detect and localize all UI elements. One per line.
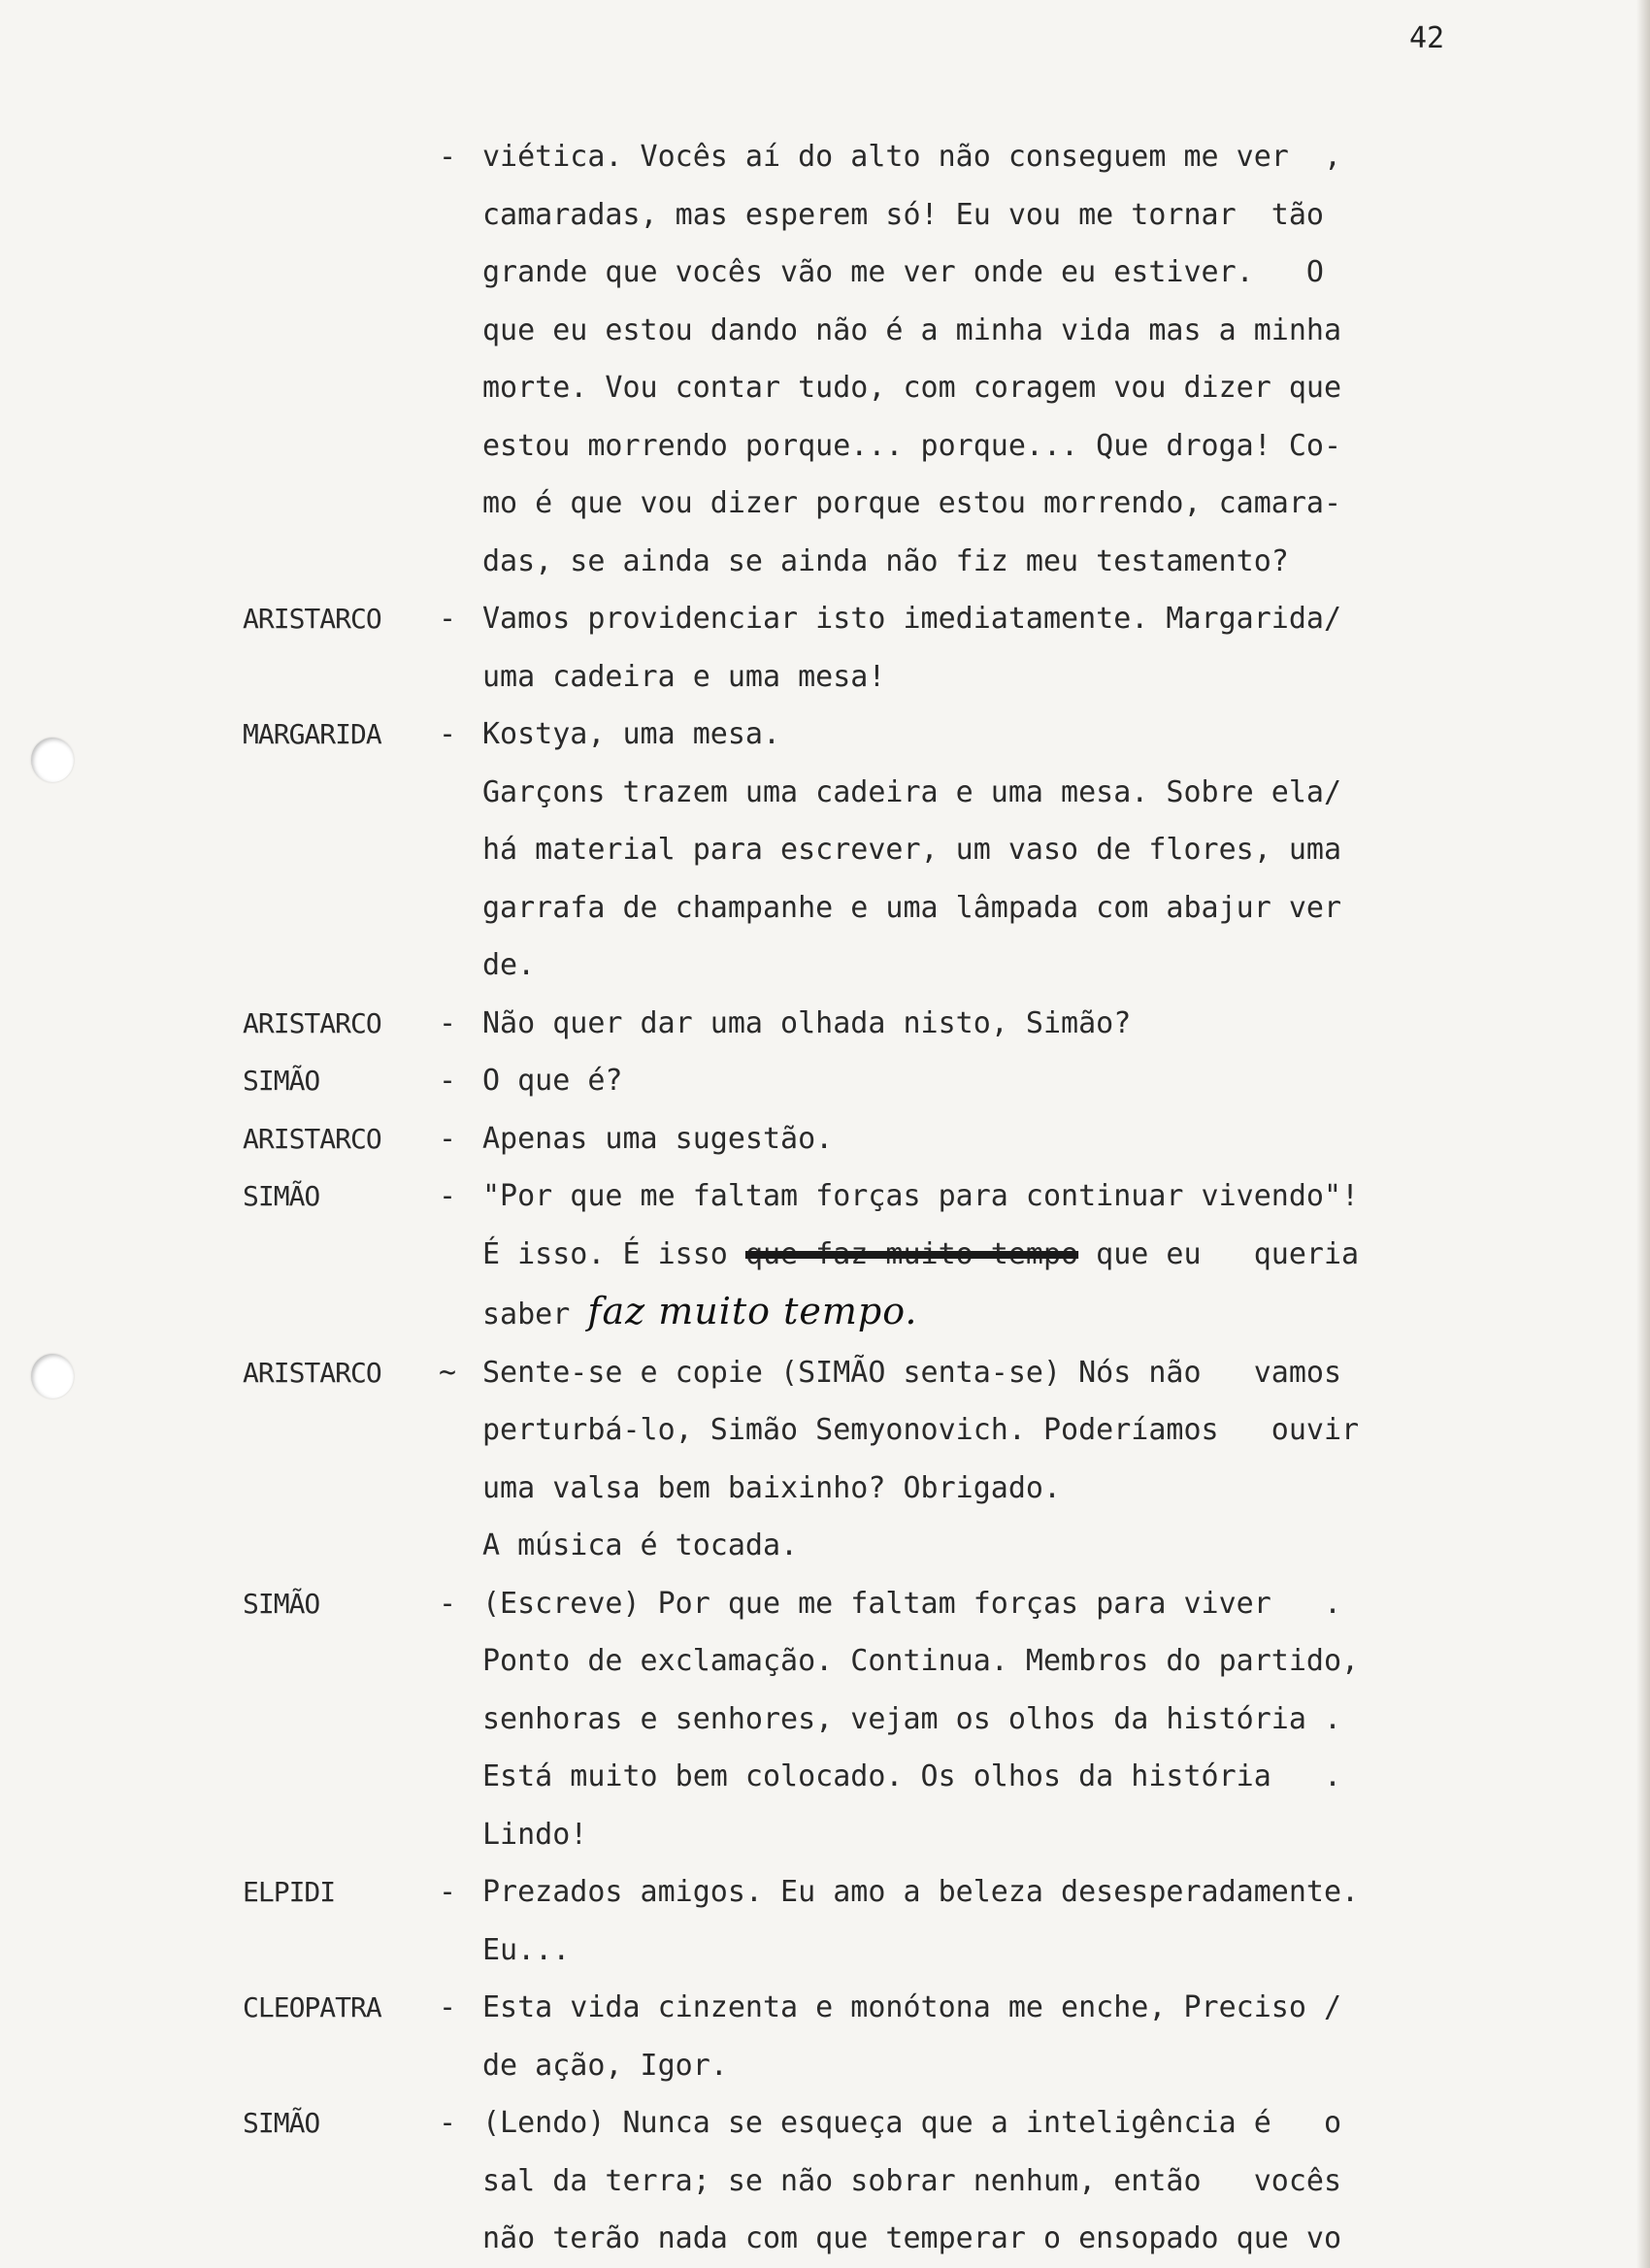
dialogue-block [0,995,1650,1053]
text-line: uma cadeira e uma mesa! [482,659,886,694]
dialogue-block [0,128,1650,590]
stage-direction-line: A música é tocada. [482,1528,799,1562]
text-line: Ponto de exclamação. Continua. Membros do partido, [482,1644,1360,1678]
dialogue-text [482,128,1472,590]
dialogue-text [482,1052,1472,1110]
speaker-name: ARISTARCO [243,1122,381,1155]
text-line: Lindo! [482,1817,588,1852]
speaker-name: CLEOPATRA [243,1991,381,2023]
speaker-name: SIMÃO [243,1587,320,1620]
speaker-name: SIMÃO [243,1180,320,1212]
text-line: Esta vida cinzenta e monótona me enche, Preciso / [482,1990,1342,2024]
dialogue-text [482,1575,1472,1864]
edited-text-after: que eu queria [1078,1236,1360,1271]
text-line: Kostya, uma mesa. [482,717,781,751]
dialogue-dash: - [439,1121,457,1156]
dialogue-dash: - [439,1005,457,1040]
edited-line-prefix: saber [482,1298,588,1331]
dialogue-dash: ~ [439,1355,457,1390]
dialogue-dash: - [439,140,457,174]
text-line: Está muito bem colocado. Os olhos da história . [482,1759,1342,1793]
text-line: grande que vocês vão me ver onde eu estiver. O [482,255,1324,289]
dialogue-block [0,590,1650,706]
text-line: Vamos providenciar isto imediatamente. Margarida/ [482,602,1342,636]
text-line: sal da terra; se não sobrar nenhum, então vocês [482,2163,1342,2198]
text-line: não terão nada com que temperar o ensopado que vo [482,2221,1342,2255]
text-line: (Escreve) Por que me faltam forças para viver . [482,1586,1342,1621]
dialogue-dash: - [439,1586,457,1621]
text-line: que eu estou dando não é a minha vida mas a minha [482,312,1342,347]
speaker-name: ARISTARCO [243,1006,381,1039]
dialogue-block [0,2094,1650,2268]
text-line: das, se ainda se ainda não fiz meu testamento? [482,543,1289,578]
dialogue-block [0,1575,1650,1864]
dialogue-dash: - [439,1064,457,1098]
text-line: Apenas uma sugestão. [482,1121,834,1156]
text-line: perturbá-lo, Simão Semyonovich. Poderíamos ouvir [482,1413,1360,1447]
handwritten-correction: faz muito tempo. [587,1290,918,1332]
dialogue-dash: - [439,602,457,636]
struck-out-text: que faz muito tempo [744,1236,1079,1271]
speaker-name: MARGARIDA [243,718,381,750]
text-line: Eu... [482,1932,571,1967]
text-line: uma valsa bem baixinho? Obrigado. [482,1470,1062,1505]
stage-direction-line: há material para escrever, um vaso de flores, uma [482,833,1342,867]
text-line: viética. Vocês aí do alto não conseguem me ver , [482,140,1342,174]
dialogue-dash: - [439,2106,457,2140]
dialogue-block [0,1167,1650,1344]
speaker-name: ARISTARCO [243,1356,381,1389]
dialogue-block [0,1052,1650,1110]
edited-text-before: É isso. É isso [482,1236,745,1271]
speaker-name: SIMÃO [243,1065,320,1097]
dialogue-block [0,1863,1650,1979]
dialogue-dash: - [439,717,457,751]
dialogue-block [0,1979,1650,2094]
text-line: Não quer dar uma olhada nisto, Simão? [482,1005,1132,1040]
dialogue-text [482,1863,1472,1979]
dialogue-text [482,1979,1472,2094]
edited-line-continuation [482,1283,1472,1344]
dialogue-text [482,1344,1472,1575]
dialogue-text [482,706,1472,995]
speaker-name: ELPIDI [243,1876,336,1908]
dialogue-text [482,2094,1472,2268]
stage-direction-line: Garçons trazem uma cadeira e uma mesa. Sobre ela/ [482,774,1342,809]
stage-direction-line: de. [482,948,536,982]
page-number: 42 [1409,21,1445,55]
dialogue-dash: - [439,1179,457,1213]
dialogue-text [482,590,1472,706]
script-body [0,128,1650,2268]
stage-direction-line: garrafa de champanhe e uma lâmpada com abajur ver [482,890,1342,925]
dialogue-block [0,1344,1650,1575]
text-line: O que é? [482,1064,623,1098]
dialogue-dash: - [439,1875,457,1909]
dialogue-dash: - [439,1990,457,2024]
text-line: Prezados amigos. Eu amo a beleza desesperadamente. [482,1875,1360,1909]
text-line: mo é que vou dizer porque estou morrendo, camara- [482,486,1342,520]
text-line: senhoras e senhores, vejam os olhos da história . [482,1701,1342,1736]
text-line: Sente-se e copie (SIMÃO senta-se) Nós não vamos [482,1355,1342,1390]
speaker-name: SIMÃO [243,2107,320,2139]
dialogue-text [482,1110,1472,1168]
text-line: "Por que me faltam forças para continuar vivendo"! [482,1179,1360,1213]
dialogue-block [0,1110,1650,1168]
dialogue-text [482,1167,1472,1344]
text-line: (Lendo) Nunca se esqueça que a inteligência é o [482,2106,1342,2140]
dialogue-text [482,995,1472,1053]
dialogue-block [0,706,1650,995]
text-line: camaradas, mas esperem só! Eu vou me tornar tão [482,197,1324,232]
speaker-name: ARISTARCO [243,603,381,635]
text-line: morte. Vou contar tudo, com coragem vou dizer que [482,371,1342,405]
text-line: estou morrendo porque... porque... Que droga! Co- [482,428,1342,463]
text-line: de ação, Igor. [482,2048,728,2083]
edited-line [482,1226,1472,1284]
